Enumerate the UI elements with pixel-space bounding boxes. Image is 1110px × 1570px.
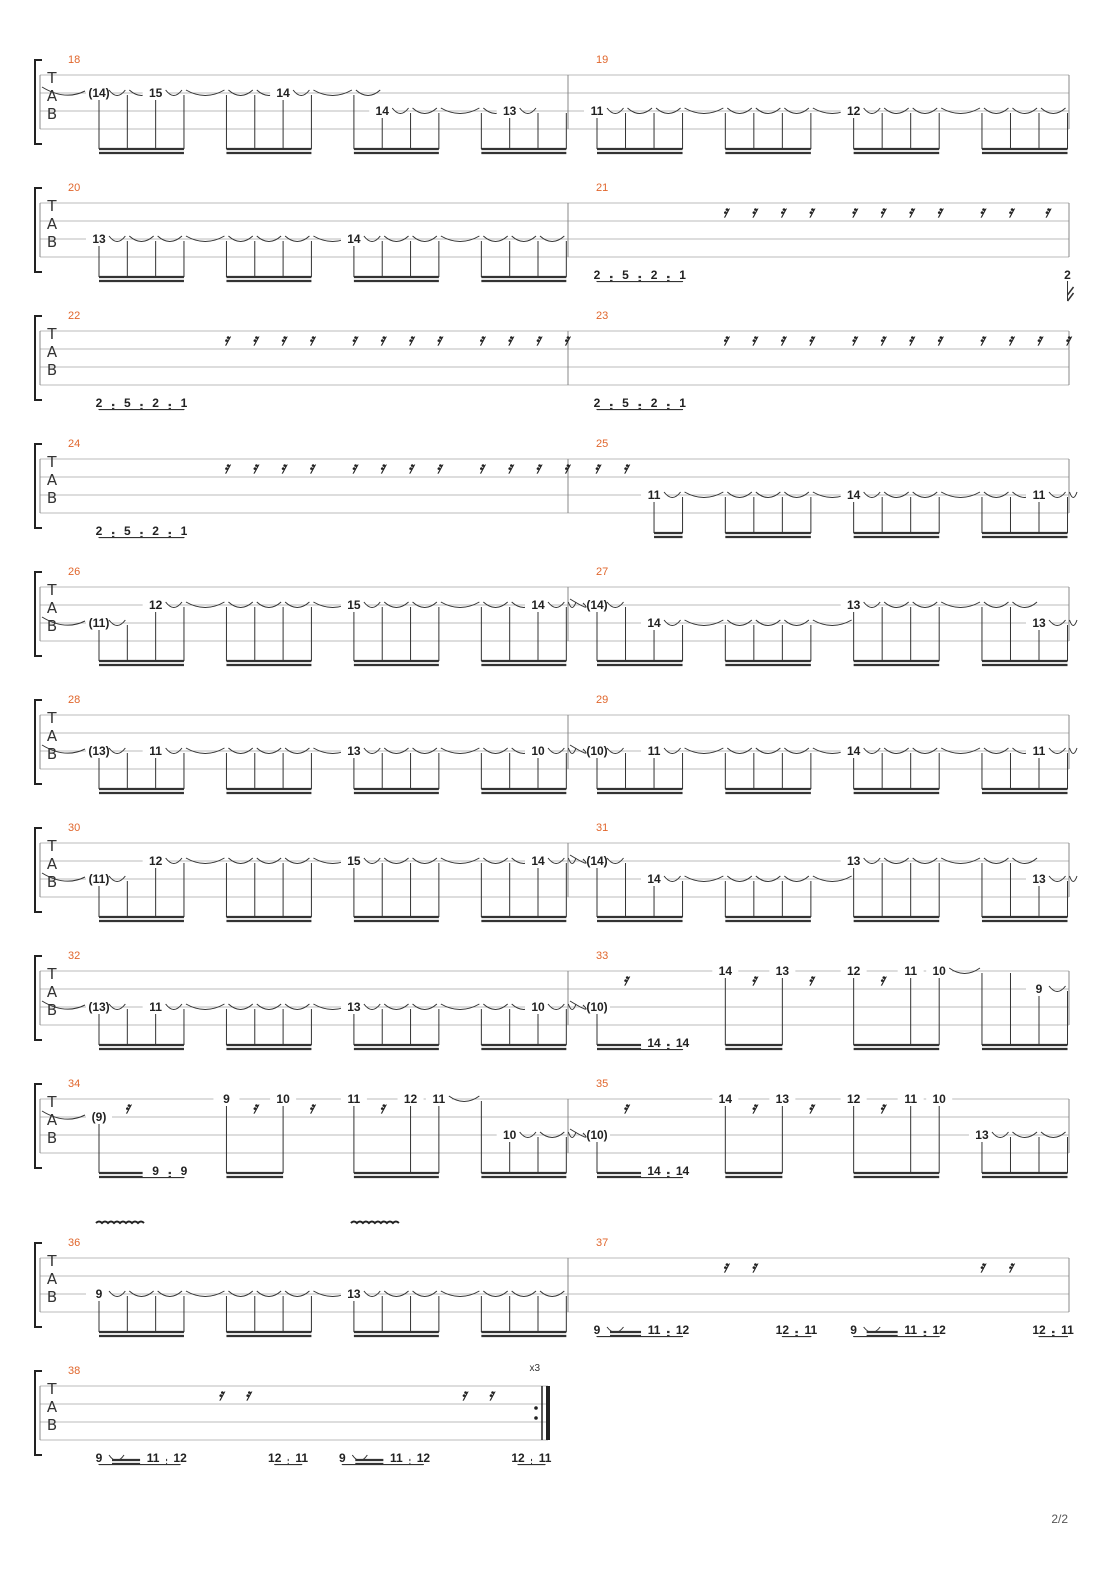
fret-number: 15: [347, 854, 361, 868]
sixteenth-rest: 𝄿: [379, 1098, 385, 1117]
sixteenth-rest: 𝄿: [223, 458, 229, 477]
bar-number: 32: [68, 950, 81, 962]
fret-number: 5: [622, 268, 629, 282]
sixteenth-rest: 𝄿: [408, 458, 414, 477]
repeat-dot: [534, 1416, 538, 1420]
fret-number: 11: [390, 1451, 403, 1465]
fret-number: 2: [95, 396, 103, 410]
sixteenth-rest: 𝄿: [280, 330, 286, 349]
sixteenth-rest: 𝄿: [908, 330, 914, 349]
bar-number: 29: [596, 694, 609, 706]
fret-number: 9: [1035, 982, 1043, 996]
fret-number: 11: [1032, 744, 1046, 758]
sixteenth-rest: 𝄿: [751, 1257, 757, 1276]
fret-number: (11): [88, 616, 110, 630]
fret-number: (13): [88, 1000, 110, 1014]
fret-number: 2: [593, 396, 601, 410]
system-bracket: [35, 60, 42, 144]
fret-number: 2: [1064, 268, 1071, 282]
fret-number: 2: [593, 268, 601, 282]
tab-clef-letter: A: [46, 87, 58, 105]
fret-number: 11: [347, 1092, 361, 1106]
tab-clef-letter: A: [46, 1270, 58, 1288]
fret-number: 11: [432, 1092, 446, 1106]
flag: [1068, 287, 1074, 301]
fret-number: 13: [846, 854, 861, 868]
sixteenth-rest: 𝄿: [979, 202, 985, 221]
fret-number: 11: [647, 1323, 661, 1337]
sixteenth-rest: 𝄿: [779, 330, 785, 349]
fret-number: 14: [675, 1164, 690, 1178]
bar-number: 25: [596, 438, 609, 450]
fret-number: 11: [149, 744, 162, 758]
bar-number: 36: [68, 1237, 81, 1249]
vibrato-mark: [351, 1222, 399, 1224]
tab-clef-letter: T: [47, 1093, 57, 1111]
fret-number: 13: [502, 104, 517, 118]
sixteenth-rest: 𝄿: [879, 970, 885, 989]
fret-number: 11: [149, 1000, 162, 1014]
fret-number: 11: [538, 1451, 552, 1465]
tab-clef-letter: B: [46, 233, 58, 251]
sixteenth-rest: 𝄿: [1008, 330, 1013, 349]
fret-number: 1: [679, 268, 686, 282]
fret-number: 14: [647, 616, 661, 630]
bar-number: 19: [596, 54, 609, 66]
fret-number: 2: [650, 268, 658, 282]
fret-number: 9: [850, 1323, 857, 1337]
fret-number: 14: [718, 1092, 733, 1106]
fret-number: 14: [647, 1036, 661, 1050]
fret-number: 1: [180, 524, 188, 538]
fret-number: 11: [590, 104, 604, 118]
tab-clef-letter: T: [47, 581, 57, 599]
tab-clef-letter: B: [46, 1129, 58, 1147]
tab-clef-letter: B: [46, 361, 58, 379]
bar-number: 31: [596, 822, 609, 834]
fret-number: 9: [593, 1323, 601, 1337]
sixteenth-rest: 𝄿: [936, 202, 942, 221]
tie: [1070, 748, 1077, 754]
bar-number: 24: [68, 438, 81, 450]
fret-number: (11): [88, 872, 110, 886]
fret-number: 15: [347, 598, 361, 612]
tab-clef-letter: A: [46, 855, 58, 873]
fret-number: 12: [148, 598, 163, 612]
tab-clef-letter: T: [47, 325, 57, 343]
sixteenth-rest: 𝄿: [751, 970, 757, 989]
bar-number: 18: [68, 54, 81, 66]
fret-number: (14): [586, 854, 608, 868]
fret-number: (10): [586, 1000, 608, 1014]
fret-number: (9): [91, 1110, 107, 1124]
fret-number: 14: [531, 598, 545, 612]
bar-number: 28: [68, 694, 81, 706]
sixteenth-rest: 𝄿: [408, 330, 414, 349]
tab-clef-letter: A: [46, 983, 58, 1001]
sixteenth-rest: 𝄿: [751, 202, 757, 221]
tab-clef-letter: T: [47, 69, 57, 87]
sixteenth-rest: 𝄿: [507, 330, 513, 349]
sixteenth-rest: 𝄿: [280, 458, 286, 477]
tab-clef-letter: B: [46, 873, 58, 891]
sixteenth-rest: 𝄿: [879, 202, 885, 221]
fret-number: 14: [718, 964, 733, 978]
bar-number: 35: [596, 1078, 609, 1090]
page-number: 2/2: [1051, 1512, 1068, 1526]
sixteenth-rest: 𝄿: [535, 458, 541, 477]
fret-number: 9: [180, 1164, 188, 1178]
sixteenth-rest: 𝄿: [808, 1098, 814, 1117]
sixteenth-rest: 𝄿: [851, 202, 857, 221]
fret-number: 14: [675, 1036, 690, 1050]
sixteenth-rest: 𝄿: [478, 458, 484, 477]
fret-number: 1: [679, 396, 686, 410]
bar-number: 33: [596, 950, 609, 962]
bar-number: 34: [68, 1078, 81, 1090]
tab-clef-letter: T: [47, 197, 57, 215]
fret-number: 12: [148, 854, 163, 868]
system-bracket: [35, 1243, 42, 1327]
sixteenth-rest: 𝄿: [252, 330, 258, 349]
sixteenth-rest: 𝄿: [1008, 1257, 1013, 1276]
tab-clef-letter: T: [47, 453, 57, 471]
sixteenth-rest: 𝄿: [1065, 330, 1070, 349]
fret-number: 14: [647, 1164, 661, 1178]
fret-number: 11: [146, 1451, 160, 1465]
fret-number: 5: [123, 524, 131, 538]
fret-number: 11: [904, 1092, 918, 1106]
fret-number: 2: [152, 396, 159, 410]
repeat-dot: [534, 1406, 538, 1410]
tie-in: [570, 855, 586, 863]
fret-number: 14: [375, 104, 389, 118]
fret-number: 15: [148, 86, 163, 100]
tie-in: [570, 599, 586, 607]
fret-number: 10: [531, 1000, 545, 1014]
fret-number: 12: [1032, 1323, 1046, 1337]
sixteenth-rest: 𝄿: [308, 330, 314, 349]
fret-number: 12: [846, 964, 861, 978]
fret-number: 13: [347, 744, 361, 758]
fret-number: 14: [846, 488, 861, 502]
tab-clef-letter: B: [46, 745, 58, 763]
sixteenth-rest: 𝄿: [563, 330, 569, 349]
fret-number: 12: [268, 1451, 282, 1465]
tie-in: [570, 1001, 586, 1009]
tab-clef-letter: T: [47, 709, 57, 727]
sixteenth-rest: 𝄿: [478, 330, 484, 349]
fret-number: 12: [932, 1323, 946, 1337]
system-bracket: [35, 188, 42, 272]
fret-number: 10: [502, 1128, 517, 1142]
bar-number: 38: [68, 1365, 81, 1377]
system-bracket: [35, 700, 42, 784]
sixteenth-rest: 𝄿: [936, 330, 942, 349]
bar-number: 26: [68, 566, 81, 578]
system-bracket: [35, 956, 42, 1040]
sixteenth-rest: 𝄿: [751, 330, 757, 349]
bar-number: 27: [596, 566, 609, 578]
sixteenth-rest: 𝄿: [535, 330, 541, 349]
fret-number: 11: [647, 488, 661, 502]
fret-number: 12: [173, 1451, 187, 1465]
fret-number: 11: [904, 964, 918, 978]
tab-clef-letter: T: [47, 1252, 57, 1270]
bar-number: 23: [596, 310, 609, 322]
sixteenth-rest: 𝄿: [563, 458, 569, 477]
tab-clef-letter: B: [46, 1288, 58, 1306]
tie: [1070, 492, 1077, 498]
fret-number: 14: [647, 872, 661, 886]
sixteenth-rest: 𝄿: [979, 1257, 985, 1276]
bar-number: 20: [68, 182, 81, 194]
tab-clef-letter: A: [46, 1398, 58, 1416]
fret-number: 13: [775, 964, 790, 978]
fret-number: 13: [92, 232, 106, 246]
fret-number: 12: [675, 1323, 690, 1337]
fret-number: 10: [932, 964, 946, 978]
fret-number: 12: [403, 1092, 418, 1106]
sixteenth-rest: 𝄿: [722, 202, 728, 221]
sixteenth-rest: 𝄿: [351, 330, 357, 349]
sixteenth-rest: 𝄿: [979, 330, 985, 349]
tie: [1070, 876, 1077, 882]
system-bracket: [35, 444, 42, 528]
fret-number: 12: [846, 1092, 861, 1106]
system-bracket: [35, 316, 42, 400]
tab-clef-letter: A: [46, 1111, 58, 1129]
fret-number: 10: [276, 1092, 290, 1106]
sixteenth-rest: 𝄿: [252, 458, 258, 477]
fret-number: 14: [276, 86, 290, 100]
fret-number: 5: [622, 396, 629, 410]
fret-number: 11: [647, 744, 661, 758]
fret-number: 2: [152, 524, 159, 538]
fret-number: (14): [586, 598, 608, 612]
sixteenth-rest: 𝄿: [594, 458, 600, 477]
fret-number: 10: [932, 1092, 946, 1106]
fret-number: 9: [95, 1451, 103, 1465]
fret-number: 13: [975, 1128, 989, 1142]
sixteenth-rest: 𝄿: [1044, 202, 1050, 221]
system-bracket: [35, 572, 42, 656]
tab-clef-letter: A: [46, 727, 58, 745]
tab-clef-letter: B: [46, 617, 58, 635]
sixteenth-rest: 𝄿: [879, 1098, 885, 1117]
sixteenth-rest: 𝄿: [908, 202, 914, 221]
sixteenth-rest: 𝄿: [461, 1385, 467, 1404]
fret-number: 13: [347, 1287, 361, 1301]
bar-number: 22: [68, 310, 81, 322]
system-bracket: [35, 1371, 42, 1455]
system-bracket: [35, 1084, 42, 1168]
fret-number: 11: [904, 1323, 918, 1337]
sixteenth-rest: 𝄿: [1008, 202, 1013, 221]
fret-number: (10): [586, 1128, 608, 1142]
tab-clef-letter: A: [46, 343, 58, 361]
sixteenth-rest: 𝄿: [808, 970, 814, 989]
tab-clef-letter: B: [46, 1416, 58, 1434]
sixteenth-rest: 𝄿: [879, 330, 885, 349]
fret-number: 9: [338, 1451, 346, 1465]
tab-clef-letter: B: [46, 105, 58, 123]
sixteenth-rest: 𝄿: [808, 330, 814, 349]
bar-number: 21: [596, 182, 609, 194]
fret-number: 9: [152, 1164, 159, 1178]
fret-number: 13: [1032, 872, 1046, 886]
tab-clef-letter: A: [46, 215, 58, 233]
fret-number: 10: [531, 744, 545, 758]
tab-clef-letter: B: [46, 489, 58, 507]
tab-clef-letter: A: [46, 599, 58, 617]
tab-clef-letter: B: [46, 1001, 58, 1019]
fret-number: 11: [804, 1323, 818, 1337]
sixteenth-rest: 𝄿: [124, 1098, 130, 1117]
bar-number: 30: [68, 822, 81, 834]
sixteenth-rest: 𝄿: [623, 1098, 628, 1117]
fret-number: 12: [775, 1323, 790, 1337]
system-bracket: [35, 828, 42, 912]
sixteenth-rest: 𝄿: [379, 330, 385, 349]
sixteenth-rest: 𝄿: [245, 1385, 251, 1404]
sixteenth-rest: 𝄿: [623, 970, 628, 989]
sixteenth-rest: 𝄿: [308, 458, 314, 477]
sixteenth-rest: 𝄿: [751, 1098, 757, 1117]
sixteenth-rest: 𝄿: [779, 202, 785, 221]
sixteenth-rest: 𝄿: [436, 458, 442, 477]
fret-number: 11: [1061, 1323, 1074, 1337]
fret-number: (14): [88, 86, 110, 100]
sixteenth-rest: 𝄿: [218, 1385, 224, 1404]
fret-number: 14: [846, 744, 861, 758]
tab-clef-letter: T: [47, 837, 57, 855]
fret-number: 1: [180, 396, 188, 410]
sixteenth-rest: 𝄿: [1036, 330, 1042, 349]
fret-number: 13: [1032, 616, 1046, 630]
fret-number: 12: [511, 1451, 525, 1465]
fret-number: 11: [295, 1451, 309, 1465]
fret-number: (13): [88, 744, 110, 758]
sixteenth-rest: 𝄿: [488, 1385, 494, 1404]
sixteenth-rest: 𝄿: [252, 1098, 258, 1117]
vibrato-mark: [96, 1222, 144, 1224]
sixteenth-rest: 𝄿: [722, 1257, 728, 1276]
sixteenth-rest: 𝄿: [379, 458, 385, 477]
sixteenth-rest: 𝄿: [351, 458, 357, 477]
repeat-count: x3: [529, 1363, 540, 1374]
sixteenth-rest: 𝄿: [808, 202, 814, 221]
sixteenth-rest: 𝄿: [851, 330, 857, 349]
tab-clef-letter: T: [47, 965, 57, 983]
fret-number: 12: [416, 1451, 431, 1465]
fret-number: 5: [123, 396, 131, 410]
fret-number: 13: [347, 1000, 361, 1014]
fret-number: 9: [223, 1092, 230, 1106]
tab-clef-letter: A: [46, 471, 58, 489]
tie: [1070, 620, 1077, 626]
tie-in: [570, 745, 586, 753]
fret-number: 9: [95, 1287, 103, 1301]
fret-number: 2: [95, 524, 103, 538]
fret-number: 11: [1032, 488, 1046, 502]
sixteenth-rest: 𝄿: [623, 458, 628, 477]
bar-number: 37: [596, 1237, 609, 1249]
fret-number: 14: [347, 232, 361, 246]
sixteenth-rest: 𝄿: [223, 330, 229, 349]
sixteenth-rest: 𝄿: [722, 330, 728, 349]
sixteenth-rest: 𝄿: [308, 1098, 314, 1117]
sixteenth-rest: 𝄿: [436, 330, 442, 349]
sixteenth-rest: 𝄿: [507, 458, 513, 477]
fret-number: 13: [775, 1092, 790, 1106]
tab-clef-letter: T: [47, 1380, 57, 1398]
fret-number: 2: [650, 396, 658, 410]
fret-number: 14: [531, 854, 545, 868]
fret-number: 12: [846, 104, 861, 118]
fret-number: 13: [846, 598, 861, 612]
fret-number: (10): [586, 744, 608, 758]
tie-in: [570, 1129, 586, 1137]
